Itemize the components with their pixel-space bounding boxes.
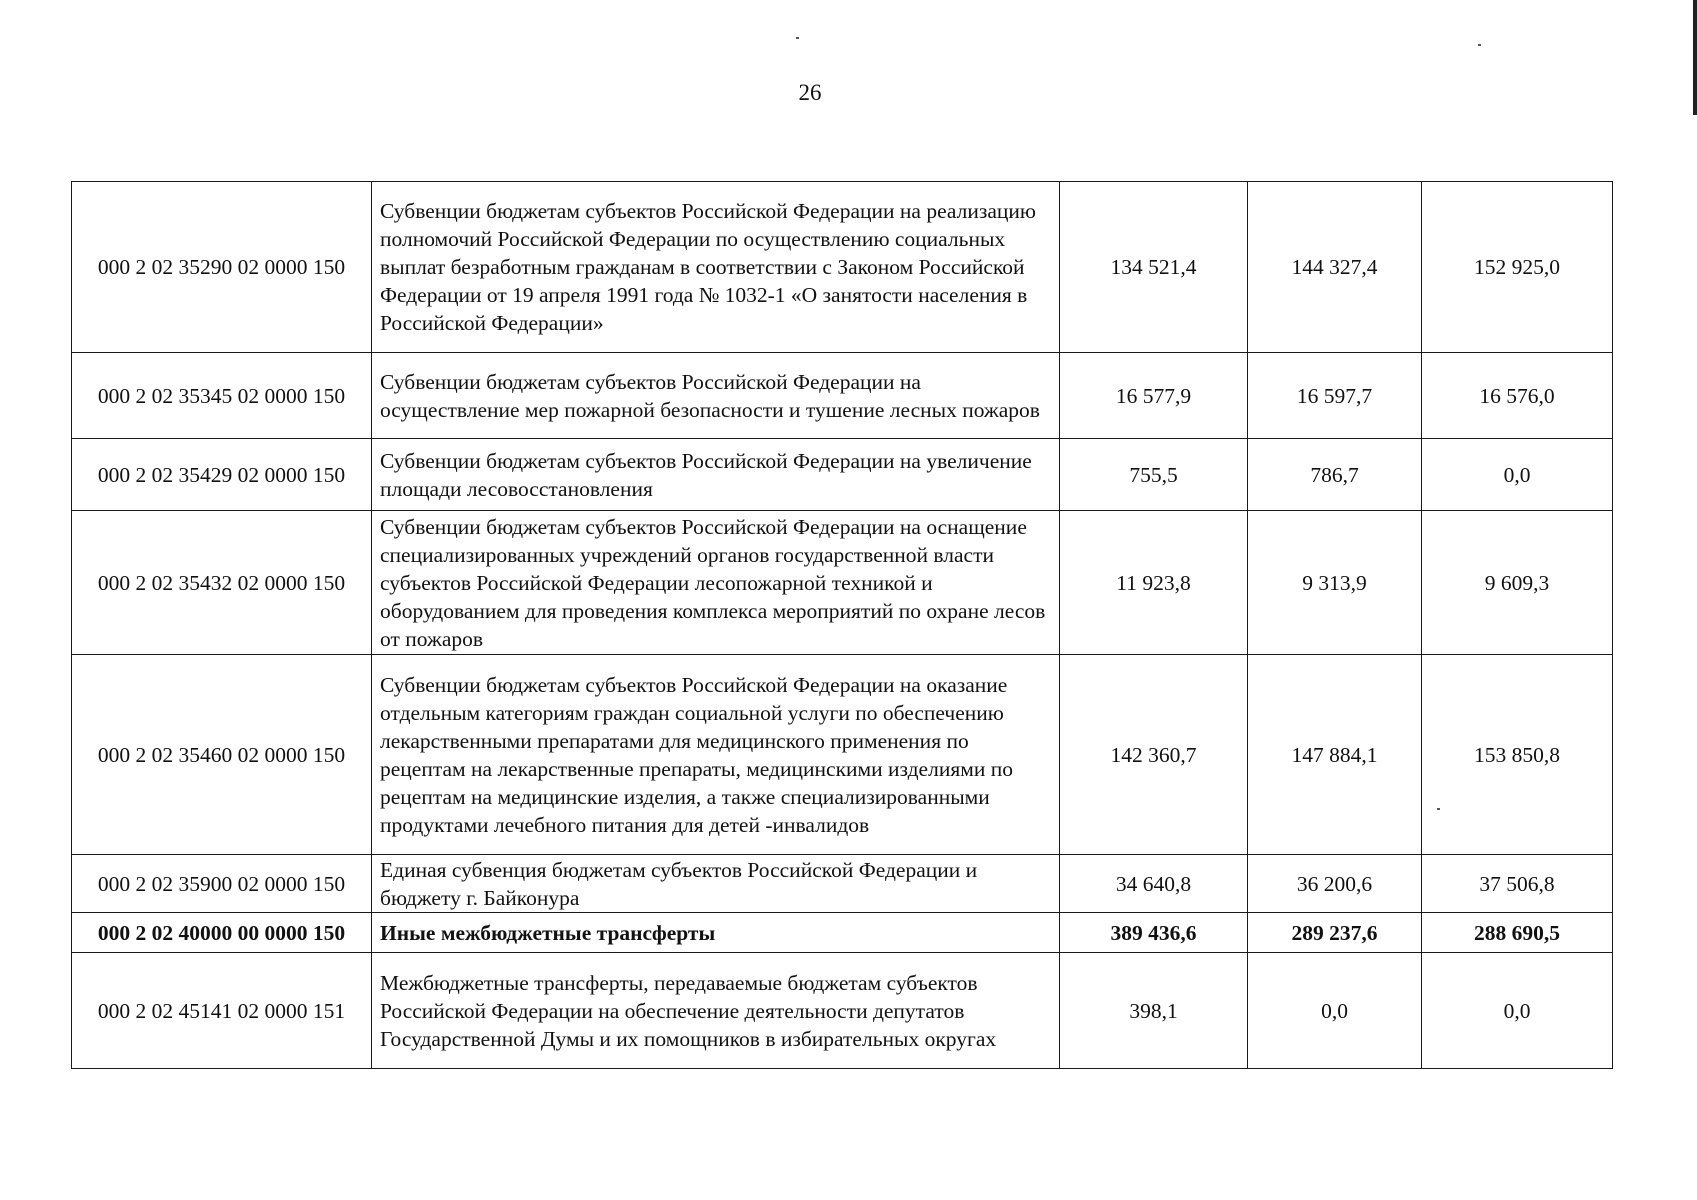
amount-year2-cell: 147 884,1 [1248,655,1422,855]
amount-year2-cell: 16 597,7 [1248,353,1422,439]
amount-year2-cell: 9 313,9 [1248,511,1422,655]
budget-code-cell: 000 2 02 35429 02 0000 150 [72,439,372,511]
budget-code-cell: 000 2 02 35345 02 0000 150 [72,353,372,439]
description-cell: Межбюджетные трансферты, передаваемые бюджетам субъектов Российской Федерации на обеспечение деятельности депутатов Государственной Думы и их помощников в избирательных округах [372,953,1060,1069]
table-row [72,353,1613,439]
table-row [72,953,1613,1069]
description-cell: Субвенции бюджетам субъектов Российской Федерации на реализацию полномочий Российской Федерации по осуществлению социальных выплат безработным гражданам в соответствии с Законом Российской Федерации от 19 апреля 1991 года № 1032-1 «О занятости населения в Российской Федерации» [372,182,1060,353]
description-cell: Субвенции бюджетам субъектов Российской Федерации на оказание отдельным категориям граждан социальной услуги по обеспечению лекарственными препаратами для медицинского применения по рецептам на лекарственные препараты, медицинскими изделиями по рецептам на медицинские изделия, а также специализированными продуктами лечебного питания для детей -инвалидов [372,655,1060,855]
amount-year2-cell: 0,0 [1248,953,1422,1069]
page-number: 26 [798,80,822,105]
budget-table [71,181,1613,1069]
budget-code-cell: 000 2 02 35900 02 0000 150 [72,855,372,913]
amount-year3-cell: 16 576,0 [1422,353,1613,439]
table-row [72,511,1613,655]
budget-code-cell: 000 2 02 35432 02 0000 150 [72,511,372,655]
budget-code-cell: 000 2 02 45141 02 0000 151 [72,953,372,1069]
budget-code-cell: 000 2 02 35290 02 0000 150 [72,182,372,353]
amount-year3-cell: 152 925,0 [1422,182,1613,353]
scan-speck [796,37,799,39]
amount-year2-cell: 144 327,4 [1248,182,1422,353]
description-cell: Иные межбюджетные трансферты [372,913,1060,953]
amount-year3-cell: 0,0 [1422,439,1613,511]
amount-year2-cell: 289 237,6 [1248,913,1422,953]
amount-year1-cell: 398,1 [1060,953,1248,1069]
description-cell: Единая субвенция бюджетам субъектов Российской Федерации и бюджету г. Байконура [372,855,1060,913]
amount-year1-cell: 389 436,6 [1060,913,1248,953]
amount-year2-cell: 786,7 [1248,439,1422,511]
amount-year3-cell: 153 850,8 [1422,655,1613,855]
amount-year3-cell: 288 690,5 [1422,913,1613,953]
table-row [72,855,1613,913]
amount-year1-cell: 134 521,4 [1060,182,1248,353]
table-row-total [72,913,1613,953]
amount-year3-cell: 37 506,8 [1422,855,1613,913]
table-row [72,655,1613,855]
description-cell: Субвенции бюджетам субъектов Российской Федерации на увеличение площади лесовосстановления [372,439,1060,511]
description-cell: Субвенции бюджетам субъектов Российской Федерации на оснащение специализированных учреждений органов государственной власти субъектов Российской Федерации лесопожарной техникой и оборудованием для проведения комплекса мероприятий по охране лесов от пожаров [372,511,1060,655]
description-cell: Субвенции бюджетам субъектов Российской Федерации на осуществление мер пожарной безопасности и тушение лесных пожаров [372,353,1060,439]
amount-year2-cell: 36 200,6 [1248,855,1422,913]
amount-year1-cell: 11 923,8 [1060,511,1248,655]
table-row [72,182,1613,353]
amount-year1-cell: 755,5 [1060,439,1248,511]
amount-year1-cell: 16 577,9 [1060,353,1248,439]
amount-year3-cell: 0,0 [1422,953,1613,1069]
table-row [72,439,1613,511]
scan-speck [1478,44,1481,46]
budget-code-cell: 000 2 02 40000 00 0000 150 [72,913,372,953]
amount-year3-cell: 9 609,3 [1422,511,1613,655]
budget-code-cell: 000 2 02 35460 02 0000 150 [72,655,372,855]
scan-edge-mark [1693,0,1697,115]
amount-year1-cell: 34 640,8 [1060,855,1248,913]
amount-year1-cell: 142 360,7 [1060,655,1248,855]
